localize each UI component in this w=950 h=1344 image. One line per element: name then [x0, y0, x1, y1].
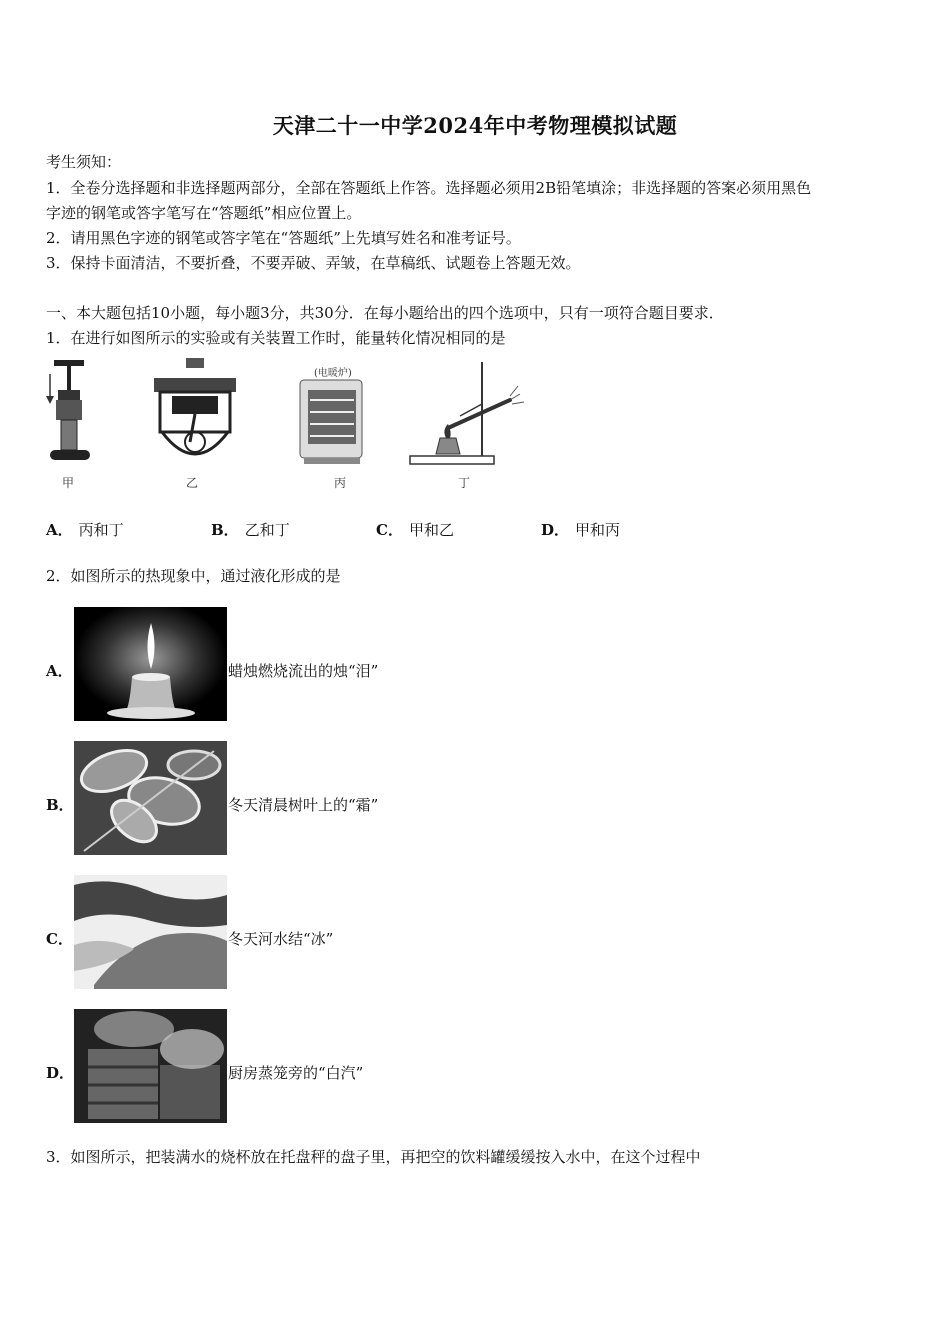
q1-option-d-key: D．: [541, 521, 570, 539]
q2-option-d-key: D．: [46, 1064, 75, 1082]
q1-option-c-key: C．: [376, 521, 403, 539]
figure-label-ding: 丁: [458, 476, 471, 490]
notice-item-1: 1．全卷分选择题和非选择题两部分，全部在答题纸上作答。选择题必须用2B铅笔填涂；非选择题的答案必须用黑色: [46, 179, 812, 197]
q2-option-b-text: 冬天清晨树叶上的“霜”: [228, 796, 379, 814]
q2-option-d-text: 厨房蒸笼旁的“白汽”: [228, 1064, 364, 1082]
frost-leaves-photo: [74, 741, 227, 855]
question-1-stem: 1．在进行如图所示的实验或有关装置工作时，能量转化情况相同的是: [46, 329, 506, 347]
heater-figure: [296, 378, 370, 468]
notice-item-3: 3．保持卡面清洁，不要折叠，不要弄破、弄皱，在草稿纸、试题卷上答题无效。: [46, 254, 581, 272]
q2-option-b-key: B．: [46, 796, 74, 814]
q1-option-b-key: B．: [211, 521, 239, 539]
page-title: 天津二十一中学2024年中考物理模拟试题: [272, 113, 678, 138]
notice-heading: 考生须知：: [46, 153, 122, 171]
q1-option-b: [211, 520, 290, 540]
heater-caption: (电暖炉): [314, 368, 352, 379]
candle-photo: [74, 607, 227, 721]
figure-label-bing: 丙: [334, 476, 347, 490]
figure-label-yi: 乙: [186, 476, 199, 490]
q1-option-d: [541, 520, 620, 540]
steamer-photo: [74, 1009, 227, 1123]
test-tube-figure: [406, 358, 532, 470]
q2-option-c-text: 冬天河水结“冰”: [228, 930, 334, 948]
engine-figure: [150, 356, 240, 468]
q1-option-b-text: 乙和丁: [244, 521, 290, 539]
frozen-river-photo: [74, 875, 227, 989]
q1-option-a-key: A．: [46, 521, 73, 539]
q1-option-c-text: 甲和乙: [408, 521, 454, 539]
q1-option-a-text: 丙和丁: [78, 521, 124, 539]
q1-option-a: [46, 520, 124, 540]
q2-option-a-key: A．: [46, 662, 73, 680]
q1-option-d-text: 甲和丙: [575, 521, 621, 539]
pump-figure: [40, 358, 100, 470]
figure-label-jia: 甲: [62, 476, 75, 490]
section-1-heading: 一、本大题包括10小题，每小题3分，共30分．在每小题给出的四个选项中，只有一项符合题目要求．: [46, 304, 724, 322]
q2-option-a-text: 蜡烛燃烧流出的烛“泪”: [228, 662, 379, 680]
question-2-stem: 2．如图所示的热现象中，通过液化形成的是: [46, 567, 341, 585]
question-3-stem: 3．如图所示，把装满水的烧杯放在托盘秤的盘子里，再把空的饮料罐缓缓按入水中，在这个过程中: [46, 1148, 701, 1166]
q2-option-c-key: C．: [46, 930, 73, 948]
notice-item-2: 2．请用黑色字迹的钢笔或答字笔在“答题纸”上先填写姓名和准考证号。: [46, 229, 521, 247]
notice-item-1-cont: 字迹的钢笔或答字笔写在“答题纸”相应位置上。: [46, 204, 362, 222]
q1-option-c: [376, 520, 454, 540]
